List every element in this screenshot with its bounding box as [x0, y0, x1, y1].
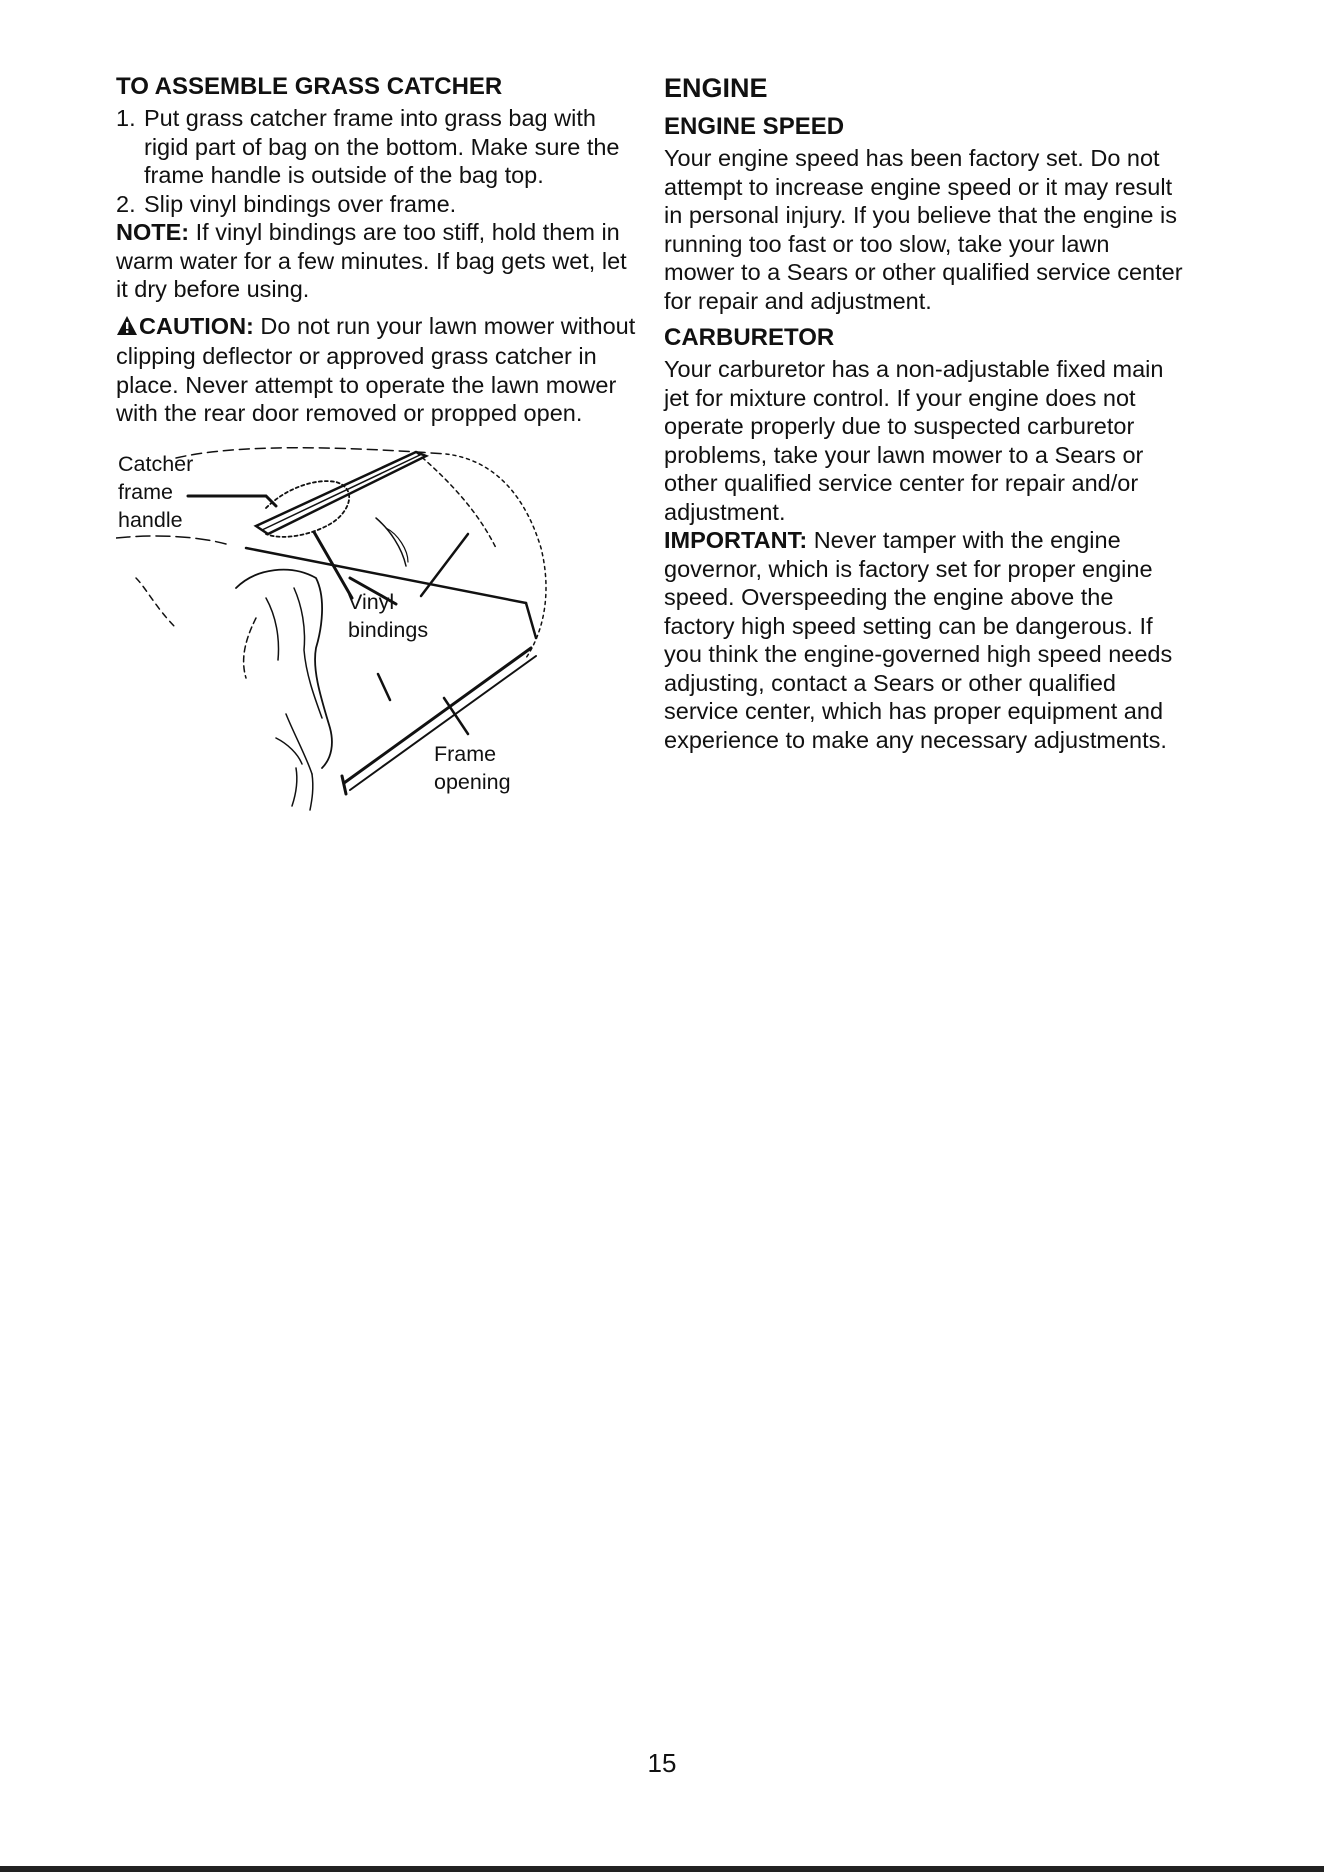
step-1-text: Put grass catcher frame into grass bag with rigid part of bag on the bottom. Make sure the frame handle is outside of the bag top. — [144, 105, 620, 188]
bottom-rule — [0, 1866, 1324, 1872]
carburetor-text: Your carburetor has a non-adjustable fixed main jet for mixture control. If your engine does not operate properly due to suspected carburetor problems, take your lawn mower to a Sears or other qualified service center for repair and/or adjustment. — [664, 356, 1164, 525]
catcher-label-line1: Catcher — [118, 451, 194, 476]
frame-label-line2: opening — [434, 769, 511, 794]
engine-speed-text: Your engine speed has been factory set. Do not attempt to increase engine speed or it may result in personal injury. If you believe that the engine is running too fast or too slow, take your lawn mower to a Sears or other qualified service center for repair and adjustment. — [664, 145, 1183, 314]
engine-speed-heading: ENGINE SPEED — [664, 113, 845, 140]
catcher-frame-handle-label — [118, 450, 193, 534]
frame-label-line1: Frame — [434, 741, 497, 766]
important-paragraph — [664, 526, 1184, 754]
important-text: Never tamper with the engine governor, which is factory set for proper engine speed. Overspeeding the engine above the factory high speed setting can be dangerous. If you think the engine-governed high speed needs adjusting, contact a Sears or other qualified service center, which has proper equipment and experience to make any necessary adjustments. — [664, 527, 1173, 753]
note-label: NOTE: — [116, 219, 190, 245]
vinyl-bindings-label — [348, 588, 428, 644]
assemble-heading: TO ASSEMBLE GRASS CATCHER — [116, 73, 503, 100]
step-1-number: 1. — [116, 105, 136, 131]
vinyl-label-line1: Vinyl — [348, 589, 395, 614]
caution-text: Do not run your lawn mower without clipping deflector or approved grass catcher in place. Never attempt to operate the lawn mower with the rear door removed or propped open. — [116, 312, 636, 426]
engine-heading: ENGINE — [664, 73, 768, 103]
step-2-text: Slip vinyl bindings over frame. — [144, 190, 457, 217]
vinyl-label-line2: bindings — [348, 617, 429, 642]
frame-opening-label — [434, 740, 511, 796]
important-label: IMPORTANT: — [664, 527, 808, 553]
warning-triangle-icon — [116, 314, 138, 343]
grass-catcher-figure — [116, 438, 636, 818]
carburetor-heading: CARBURETOR — [664, 324, 835, 351]
page-number: 15 — [647, 1748, 677, 1778]
step-1 — [116, 104, 636, 190]
left-column — [116, 72, 636, 818]
step-2 — [116, 190, 636, 219]
note-paragraph — [116, 218, 636, 304]
catcher-label-line2: frame — [118, 479, 173, 504]
caution-paragraph — [116, 312, 636, 428]
catcher-label-line3: handle — [118, 507, 183, 532]
caution-label: CAUTION: — [139, 312, 254, 339]
step-2-number: 2. — [116, 190, 136, 217]
right-column — [664, 72, 1184, 754]
note-text: If vinyl bindings are too stiff, hold them in warm water for a few minutes. If bag gets wet, let it dry before using. — [116, 219, 627, 302]
